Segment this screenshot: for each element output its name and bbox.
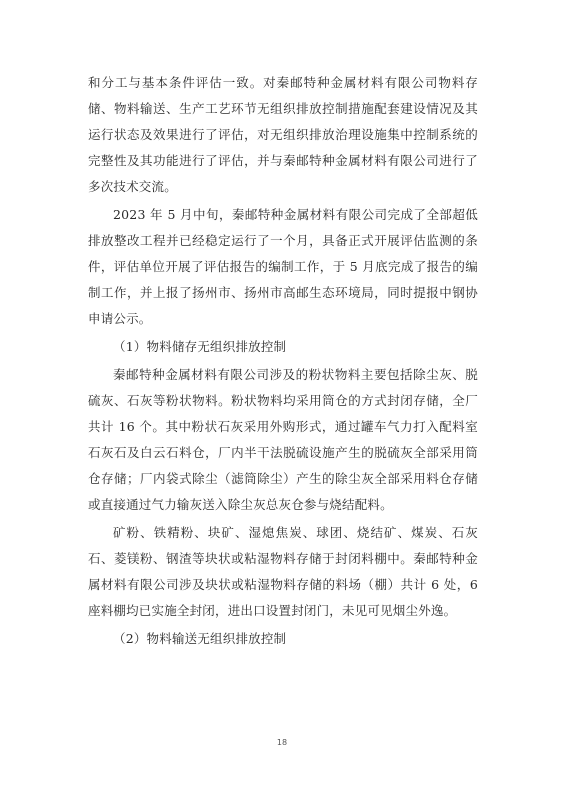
body-text <box>88 70 478 654</box>
section-heading-material-storage: （1）物料储存无组织排放控制 <box>113 339 287 354</box>
paragraph-assessment-scope: 和分工与基本条件评估一致。对秦邮特种金属材料有限公司物料存储、物料输送、生产工艺环节无组织排放控制措施配套建设情况及其运行状态及效果进行了评估，对无组织排放治理设施集中控制系统的完整性及其功能进行了评估，并与秦邮特种金属材料有限公司进行了多次技术交流。 <box>88 75 478 194</box>
page-number: 18 <box>276 738 288 747</box>
section-heading-material-conveying: （2）物料输送无组织排放控制 <box>113 631 287 646</box>
paragraph-powder-storage: 秦邮特种金属材料有限公司涉及的粉状物料主要包括除尘灰、脱硫灰、石灰等粉状物料。粉状物料均采用筒仓的方式封闭存储，全厂共计 16 个。其中粉状石灰采用外购形式，通过罐车气力打入配料室石灰石及白云石料仓，厂内半干法脱硫设施产生的脱硫灰全部采用筒仓存储；厂内袋式除尘（滤筒除尘）产生的除尘灰全部采用料仓存储或直接通过气力输灰送入除尘灰总灰仓参与烧结配料。 <box>88 367 478 512</box>
paragraph-timeline: 2023 年 5 月中旬，秦邮特种金属材料有限公司完成了全部超低排放整改工程并已经稳定运行了一个月，具备正式开展评估监测的条件，评估单位开展了评估报告的编制工作，于 5 月底完成了报告的编制工作，并上报了扬州市、扬州市高邮生态环境局，同时提报中钢协申请公示。 <box>88 207 478 326</box>
paragraph-bulk-storage: 矿粉、铁精粉、块矿、湿熄焦炭、球团、烧结矿、煤炭、石灰石、菱镁粉、钢渣等块状或粘湿物料存储于封闭料棚中。秦邮特种金属材料有限公司涉及块状或粘湿物料存储的料场（棚）共计 6 处，6 座料棚均已实施全封闭，进出口设置封闭门，未见可见烟尘外逸。 <box>88 525 478 618</box>
